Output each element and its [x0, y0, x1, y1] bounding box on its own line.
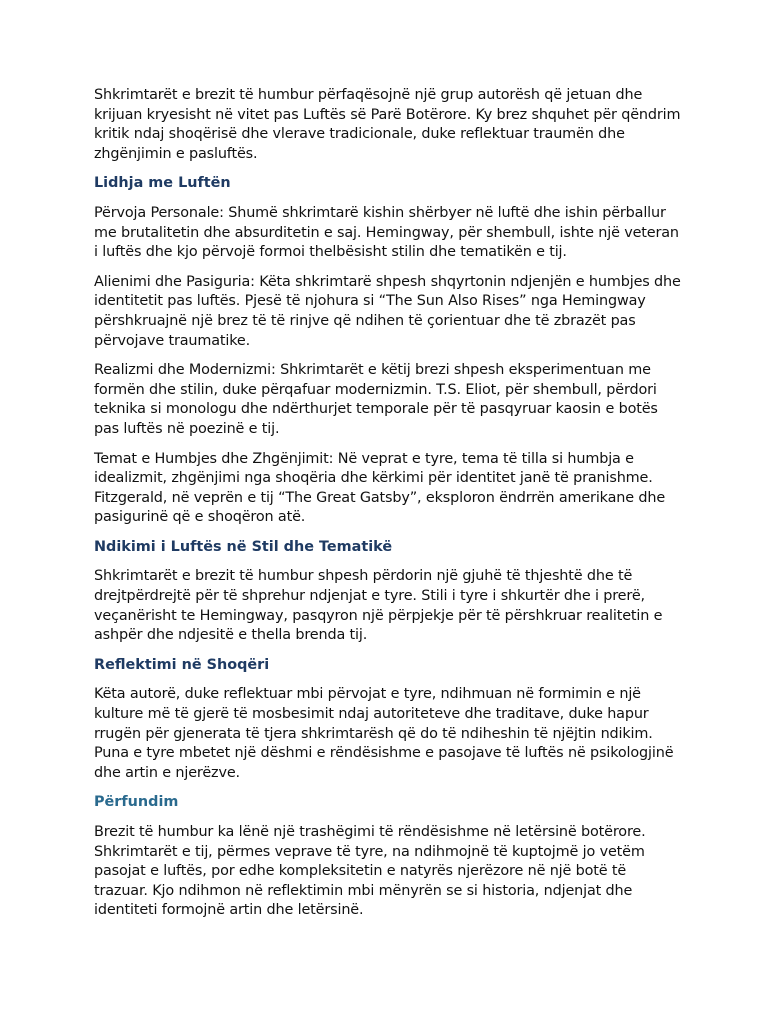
paragraph-realism-modernism: Realizmi dhe Modernizmi: Shkrimtarët e këtij brezi shpesh eksperimentuan me formën dhe stilin, duke përqafuar modernizmin. T.S. Eliot, për shembull, përdori teknika si monologu dhe ndërthurjet temporale për të pasqyruar kaosin e botës pas luftës në poezinë e tij. [94, 362, 658, 437]
paragraph-style: Shkrimtarët e brezit të humbur shpesh përdorin një gjuhë të thjeshtë dhe të drejtpërdrejtë për të shprehur ndjenjat e tyre. Stili i tyre i shkurtër dhe i prerë, veçanërisht te Hemingway, pasqyron një përpjekje për të përshkruar realitetin e ashpër dhe ndjesitë e thella brenda tij. [94, 568, 663, 644]
paragraph-alienation: Alienimi dhe Pasiguria: Këta shkrimtarë shpesh shqyrtonin ndjenjën e humbjes dhe identitetit pas luftës. Pjesë të njohura si “The Sun Also Rises” nga Hemingway përshkruajnë një brez të të rinjve që ndihen të çorientuar dhe të zbrazët pas përvojave traumatike. [94, 273, 681, 349]
section-heading-conclusion: Përfundim [94, 794, 179, 811]
document-page [94, 86, 684, 931]
paragraph-personal-experience: Përvoja Personale: Shumë shkrimtarë kishin shërbyer në luftë dhe ishin përballur me brutalitetin dhe absurditetin e saj. Hemingway, për shembull, ishte një veteran i luftës dhe kjo përvojë formoi thelbësisht stilin dhe tematikën e tij. [94, 204, 679, 261]
paragraph-conclusion: Brezit të humbur ka lënë një trashëgimi të rëndësishme në letërsinë botërore. Shkrimtarët e tij, përmes veprave të tyre, na ndihmojnë të kuptojmë jo vetëm pasojat e luftës, por edhe kompleksitetin e natyrës njerëzore në një botë të trazuar. Kjo ndihmon në reflektimin mbi mënyrën se si historia, ndjenjat dhe identiteti formojnë artin dhe letërsinë. [94, 824, 646, 919]
paragraph-society: Këta autorë, duke reflektuar mbi përvojat e tyre, ndihmuan në formimin e një kulture më të gjerë të mosbesimit ndaj autoriteteve dhe traditave, duke hapur rrugën për gjenerata të tjera shkrimtarësh që do të ndiheshin të njëjtin ndikim. Puna e tyre mbetet një dëshmi e rëndësishme e pasojave të luftës në psikologjinë dhe artin e njerëzve. [94, 686, 674, 781]
intro-paragraph: Shkrimtarët e brezit të humbur përfaqësojnë një grup autorësh që jetuan dhe krijuan kryesisht në vitet pas Luftës së Parë Botërore. Ky brez shquhet për qëndrim kritik ndaj shoqërisë dhe vlerave tradicionale, duke reflektuar traumën dhe zhgënjimin e pasluftës. [94, 87, 681, 162]
section-heading-war-influence: Ndikimi i Luftës në Stil dhe Tematikë [94, 538, 393, 555]
paragraph-themes-loss: Temat e Humbjes dhe Zhgënjimit: Në veprat e tyre, tema të tilla si humbja e idealizmit, zhgënjimi nga shoqëria dhe kërkimi për identitet janë të pranishme. Fitzgerald, në veprën e tij “The Great Gatsby”, eksploron ëndrrën amerikane dhe pasigurinë që e shoqëron atë. [94, 450, 666, 526]
section-heading-war-connection: Lidhja me Luftën [94, 175, 231, 192]
section-heading-society: Reflektimi në Shoqëri [94, 656, 270, 673]
